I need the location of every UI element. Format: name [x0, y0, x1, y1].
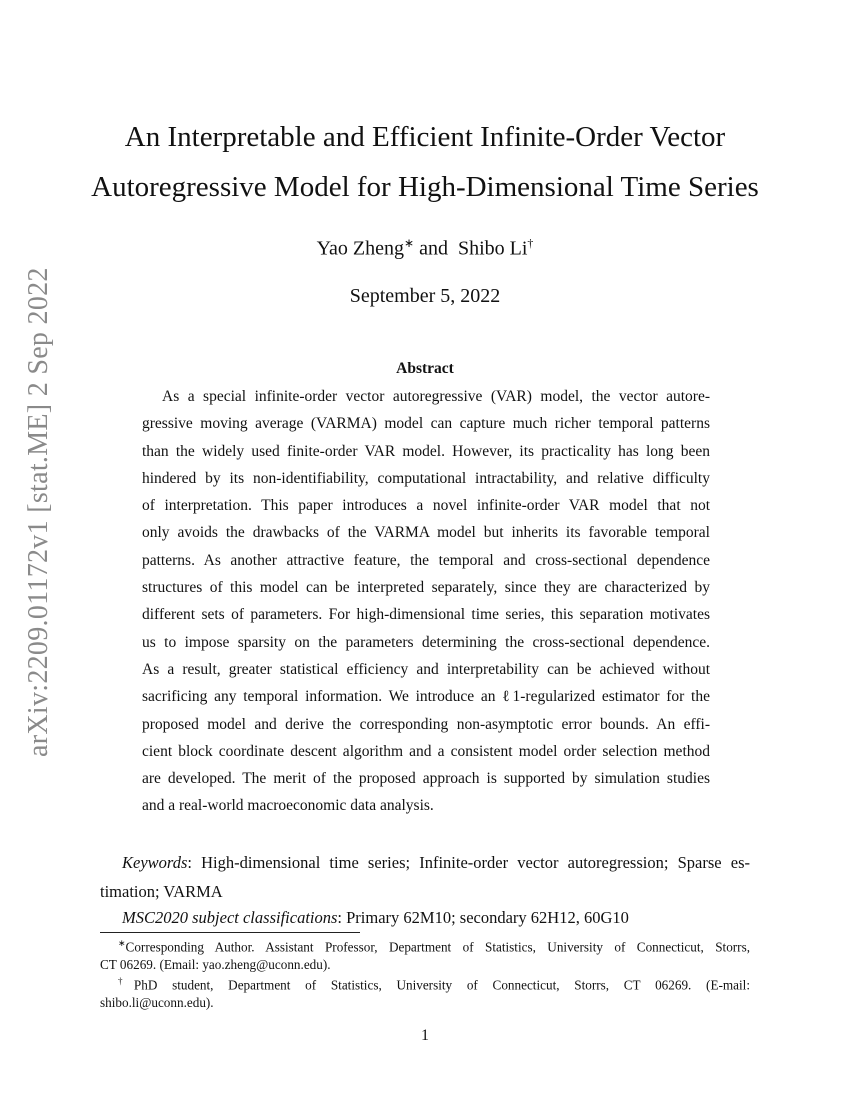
- footnotes: [100, 935, 750, 1012]
- author-conjunction: and: [419, 237, 448, 260]
- footnote-1-line-2: CT 06269. (Email: yao.zheng@uconn.edu).: [100, 956, 331, 972]
- abstract-line: sacrificing any temporal information. We introduce an ℓ1-regularized estimator for the: [142, 688, 710, 706]
- abstract-line: of interpretation. This paper introduces a novel infinite-order VAR model that not: [142, 497, 710, 515]
- abstract-line: patterns. As another attractive feature, the temporal and cross-sectional dependence: [142, 551, 710, 569]
- footnote-2-line-2: shibo.li@uconn.edu).: [100, 995, 214, 1011]
- abstract-line: only avoids the drawbacks of the VARMA model but inherits its favorable temporal: [142, 524, 710, 542]
- publication-date: September 5, 2022: [349, 285, 501, 307]
- abstract-line: proposed model and derive the corresponding non-asymptotic error bounds. An effi-: [142, 715, 710, 733]
- keywords-text-1: : High-dimensional time series; Infinite-order vector autoregression; Sparse es-: [187, 853, 750, 872]
- msc-label: MSC2020 subject classifications: [122, 908, 338, 927]
- author-1: Yao Zheng: [316, 237, 404, 260]
- paper-title: [80, 112, 770, 212]
- page-number: 1: [421, 1027, 429, 1044]
- abstract-line: different sets of parameters. For high-dimensional time series, this separation motivates: [142, 606, 710, 624]
- author-2: Shibo Li: [457, 237, 528, 260]
- abstract-line: structures of this model can be interpreted separately, since they are characterized by: [142, 579, 710, 597]
- abstract-line: hindered by its non-identifiability, computational intractability, and relative difficulty: [142, 469, 710, 487]
- footnote-2-text: PhD student, Department of Statistics, University of Connecticut, Storrs, CT 06269. (E-mail:: [133, 977, 750, 993]
- abstract-line: As a special infinite-order vector autoregressive (VAR) model, the vector autore-: [162, 388, 710, 405]
- keywords-label: Keywords: [122, 853, 188, 872]
- keywords-line-1: [100, 848, 750, 877]
- msc-text: : Primary 62M10; secondary 62H12, 60G10: [337, 908, 629, 927]
- abstract-line: and a real-world macroeconomic data analysis.: [142, 797, 434, 815]
- footnote-1-line-1: [100, 935, 750, 956]
- footnote-1-text: Corresponding Author. Assistant Professor, Department of Statistics, University of Connecticut, Storrs,: [125, 939, 750, 955]
- msc-classifications: [122, 908, 629, 928]
- abstract-body: [142, 383, 710, 820]
- abstract-heading: Abstract: [396, 360, 454, 377]
- abstract-line: are developed. The merit of the proposed approach is supported by simulation studies: [142, 770, 710, 788]
- author-2-footnote-mark: †: [527, 236, 534, 250]
- title-line-2: Autoregressive Model for High-Dimensional Time Series: [91, 171, 759, 203]
- footnote-1-mark: ∗: [118, 938, 126, 948]
- footnote-rule: [100, 932, 360, 933]
- arxiv-identifier-stamp: arXiv:2209.01172v1 [stat.ME] 2 Sep 2022: [23, 267, 54, 757]
- keywords: [100, 848, 750, 906]
- keywords-line-2: timation; VARMA: [100, 882, 223, 901]
- authors: [0, 236, 850, 261]
- title-line-1: An Interpretable and Efficient Infinite-Order Vector: [124, 121, 726, 153]
- abstract-line: us to impose sparsity on the parameters determining the cross-sectional dependence.: [142, 633, 710, 651]
- footnote-2-line-1: [100, 973, 750, 994]
- abstract-line: than the widely used finite-order VAR model. However, its practicality has long been: [142, 442, 710, 460]
- author-1-footnote-mark: ∗: [404, 236, 415, 250]
- abstract-line: cient block coordinate descent algorithm and a consistent model order selection method: [142, 742, 710, 760]
- footnote-2-mark: †: [118, 976, 134, 987]
- abstract-line: As a result, greater statistical efficiency and interpretability can be achieved without: [142, 660, 710, 678]
- abstract-line: gressive moving average (VARMA) model can capture much richer temporal patterns: [142, 415, 710, 433]
